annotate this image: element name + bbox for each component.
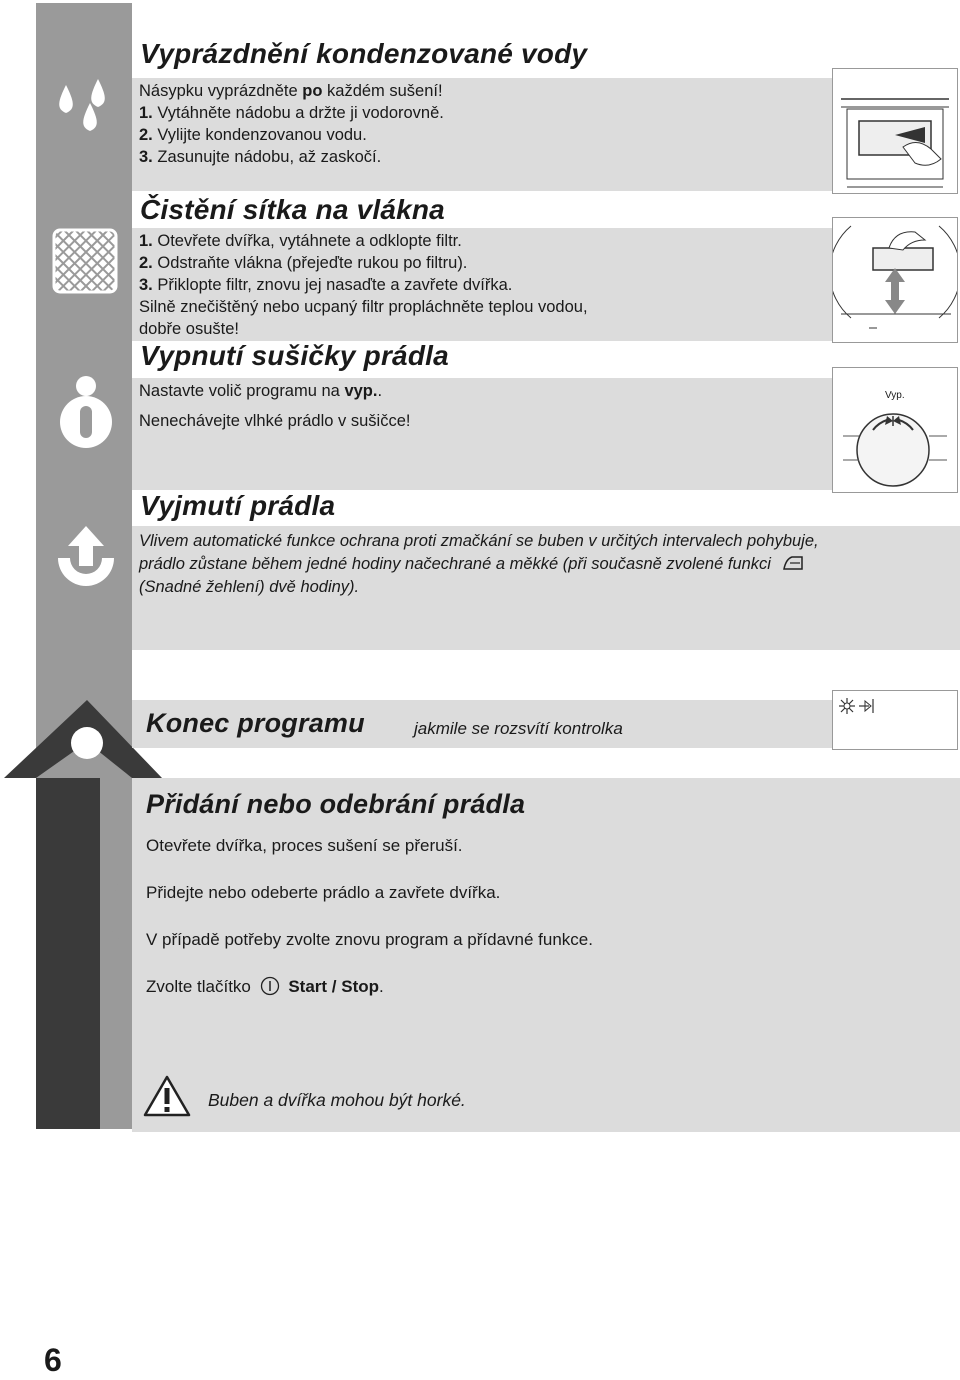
add-step-number: 2.: [110, 881, 126, 901]
add-step-number: 1.: [110, 835, 126, 855]
filter-note: dobře osušte!: [139, 320, 239, 338]
end-text: jakmile se rozsvítí kontrolka: [414, 719, 623, 738]
off-title: Vypnutí sušičky prádla: [140, 340, 449, 371]
end-title: Konec programu: [146, 708, 365, 738]
program-end-indicator-icon: [837, 695, 877, 719]
warning-text: Buben a dvířka mohou být horké.: [208, 1090, 466, 1110]
program-dial-illustration: [832, 367, 958, 493]
unload-title: Vyjmutí prádla: [140, 490, 336, 521]
end-dot-icon: [70, 726, 104, 760]
dial-label: Vyp.: [885, 390, 905, 401]
page-number: 6: [44, 1342, 62, 1378]
condensate-step: 2. Vylijte kondenzovanou vodu.: [139, 126, 367, 144]
filter-title: Čistění sítka na vlákna: [140, 194, 445, 225]
add-step-text: Přidejte nebo odeberte prádlo a zavřete dvířka.: [146, 883, 501, 902]
filter-step: 3. Přiklopte filtr, znovu jej nasaďte a zavřete dvířka.: [139, 276, 513, 294]
unload-text: prádlo zůstane během jedné hodiny načechrané a měkké (při současně zvolené funkci: [139, 553, 806, 575]
unload-text: (Snadné žehlení) dvě hodiny).: [139, 578, 360, 596]
warning-icon: [142, 1074, 192, 1118]
filter-step: 2. Odstraňte vlákna (přejeďte rukou po filtru).: [139, 254, 468, 272]
off-line: Nastavte volič programu na vyp..: [139, 382, 383, 400]
condensate-step: 3. Zasunujte nádobu, až zaskočí.: [139, 148, 382, 166]
start-stop-icon: [260, 976, 280, 996]
filter-note: Silně znečištěný nebo ucpaný filtr propláchněte teplou vodou,: [139, 298, 588, 316]
unload-laundry-icon: [52, 522, 120, 592]
lint-filter-icon: [52, 228, 118, 294]
filter-step: 1. Otevřete dvířka, vytáhnete a odklopte filtr.: [139, 232, 462, 250]
condensate-illustration: [832, 68, 958, 194]
easy-iron-icon: [780, 553, 806, 573]
end-indicator-box: [832, 690, 958, 750]
add-step-text: Zvolte tlačítko Start / Stop.: [146, 977, 384, 996]
water-drops-icon: [52, 75, 122, 140]
add-band: [132, 778, 960, 1132]
add-step-number: 3.: [110, 928, 126, 948]
unload-text: Vlivem automatické funkce ochrana proti zmačkání se buben v určitých intervalech pohybuje,: [139, 532, 819, 550]
condensate-intro: Násypku vyprázdněte po každém sušení!: [139, 82, 443, 100]
off-line: Nenechávejte vlhké prádlo v sušičce!: [139, 412, 411, 430]
add-step-text: V případě potřeby zvolte znovu program a přídavné funkce.: [146, 930, 593, 949]
condensate-title: Vyprázdnění kondenzované vody: [140, 38, 588, 69]
power-off-icon: [55, 372, 117, 452]
add-step-text: Otevřete dvířka, proces sušení se přeruší.: [146, 836, 463, 855]
add-step-number: 4.: [110, 974, 126, 994]
condensate-step: 1. Vytáhněte nádobu a držte ji vodorovně.: [139, 104, 444, 122]
filter-illustration: [832, 217, 958, 343]
add-title: Přidání nebo odebrání prádla: [146, 789, 526, 819]
